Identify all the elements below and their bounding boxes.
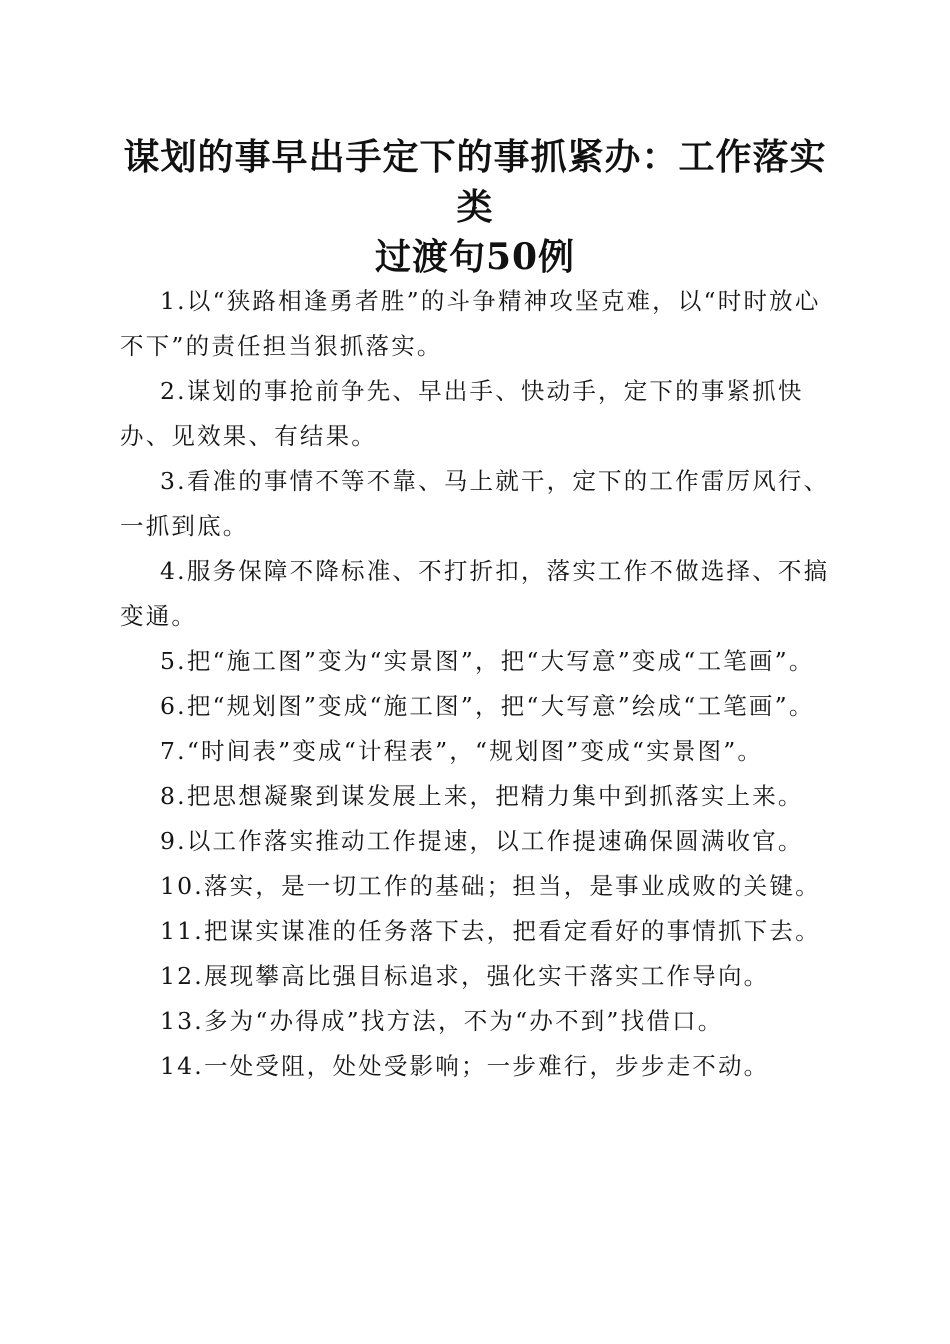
list-item: 13.多为“办得成”找方法，不为“办不到”找借口。 (160, 1007, 724, 1035)
list-item: 3.看准的事情不等不靠、马上就干，定下的工作雷厉风行、一抓到底。 (120, 467, 830, 540)
list-item: 9.以工作落实推动工作提速，以工作提速确保圆满收官。 (160, 827, 804, 855)
list-item: 2.谋划的事抢前争先、早出手、快动手，定下的事紧抓快办、见效果、有结果。 (120, 377, 804, 450)
title-line-1: 谋划的事早出手定下的事抓紧办：工作落实类 (123, 136, 827, 228)
list-item: 10.落实，是一切工作的基础；担当，是事业成败的关键。 (160, 872, 821, 900)
list-item: 14.一处受阻，处处受影响；一步难行，步步走不动。 (160, 1052, 770, 1080)
title-line-2: 过渡句50例 (374, 236, 576, 278)
list-item: 5.把“施工图”变为“实景图”，把“大写意”变成“工笔画”。 (160, 647, 815, 675)
list-item: 8.把思想凝聚到谋发展上来，把精力集中到抓落实上来。 (160, 782, 804, 810)
list-item: 1.以“狭路相逢勇者胜”的斗争精神攻坚克难，以“时时放心不下”的责任担当狠抓落实。 (120, 287, 821, 360)
list-item: 6.把“规划图”变成“施工图”，把“大写意”绘成“工笔画”。 (160, 692, 815, 720)
list-item: 7.“时间表”变成“计程表”，“规划图”变成“实景图”。 (160, 737, 764, 765)
document-body (120, 279, 840, 1089)
list-item: 12.展现攀高比强目标追求，强化实干落实工作导向。 (160, 962, 770, 990)
list-item: 11.把谋实谋准的任务落下去，把看定看好的事情抓下去。 (160, 917, 821, 945)
document-title (110, 132, 840, 282)
list-item: 4.服务保障不降标准、不打折扣，落实工作不做选择、不搞变通。 (120, 557, 830, 630)
